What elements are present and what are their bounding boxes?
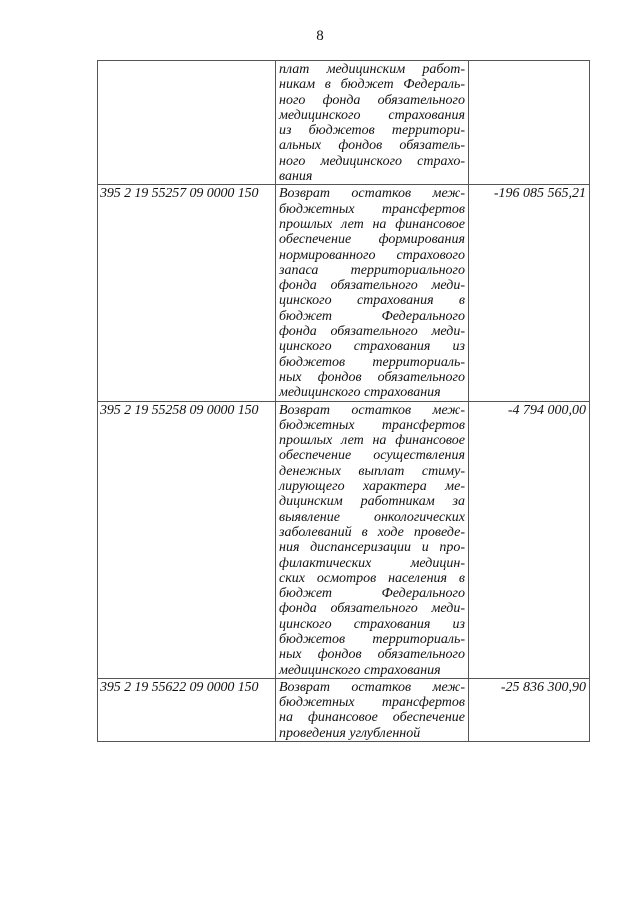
description-line: прошлых лет на финансовое [279,433,465,449]
description-line: обеспечение формирования [279,232,465,248]
description [276,678,469,741]
description-line: заболеваний в ходе проведе- [279,524,465,540]
description-line: обеспечение осуществления [279,448,465,464]
description-line: бюджетных трансфертов [279,417,465,433]
description-line: ного медицинского страхо- [279,153,465,169]
description-line: выявление онкологических [279,509,465,525]
description-line: никам в бюджет Федераль- [279,77,465,93]
description-line: альных фондов обязатель- [279,138,465,154]
description-line: из бюджетов территори- [279,123,465,139]
description-line: вания [279,169,313,185]
budget-table [97,60,590,742]
description-line: денежных выплат стиму- [279,463,465,479]
description-line: фонда обязательного меди- [279,601,465,617]
description-line: фонда обязательного меди- [279,324,465,340]
description-line: цинского страхования из [279,616,465,632]
description-line: на финансовое обеспечение [279,710,465,726]
budget-code [98,61,276,185]
description-line: ных фондов обязательного [279,647,465,663]
description-line: ских осмотров населения в [279,570,465,586]
description-line: цинского страхования в [279,293,465,309]
description-line: бюджет Федерального [279,308,465,324]
table-row [98,678,590,741]
description-line: прошлых лет на финансовое [279,216,465,232]
description-line: бюджетов территориаль- [279,631,465,647]
description-line: проведения углубленной [279,725,421,741]
description-line: цинского страхования из [279,339,465,355]
description-line: бюджет Федерального [279,586,465,602]
amount: -4 794 000,00 [469,401,590,678]
description-line: медицинского страхования [279,662,441,678]
description-line: нормированного страхового [279,247,465,263]
description-line: филактических медицин- [279,555,465,571]
description-line: фонда обязательного меди- [279,278,465,294]
description-line: медицинского страхования [279,385,441,401]
budget-code: 395 2 19 55257 09 0000 150 [98,185,276,401]
description-line: лирующего характера ме- [279,479,465,495]
amount: -25 836 300,90 [469,678,590,741]
description-line: Возврат остатков меж- [279,402,465,418]
amount: -196 085 565,21 [469,185,590,401]
description [276,61,469,185]
description-line: ния диспансеризации и про- [279,540,465,556]
description-line: ных фондов обязательного [279,369,465,385]
description-line: плат медицинским работ- [279,62,465,77]
description-line: дицинским работникам за [279,494,465,510]
table-row [98,401,590,678]
table-row [98,185,590,401]
description-line: Возврат остатков меж- [279,186,465,202]
description-line: бюджетных трансфертов [279,201,465,217]
description-line: ного фонда обязательного [279,92,465,108]
page-number: 8 [316,28,324,44]
description-line: медицинского страхования [279,107,465,123]
description [276,401,469,678]
amount [469,61,590,185]
description-line: бюджетов территориаль- [279,354,465,370]
budget-code: 395 2 19 55622 09 0000 150 [98,678,276,741]
description [276,185,469,401]
description-line: запаса территориального [279,262,465,278]
description-line: Возврат остатков меж- [279,679,465,695]
description-line: бюджетных трансфертов [279,695,465,711]
table-row [98,61,590,185]
budget-code: 395 2 19 55258 09 0000 150 [98,401,276,678]
